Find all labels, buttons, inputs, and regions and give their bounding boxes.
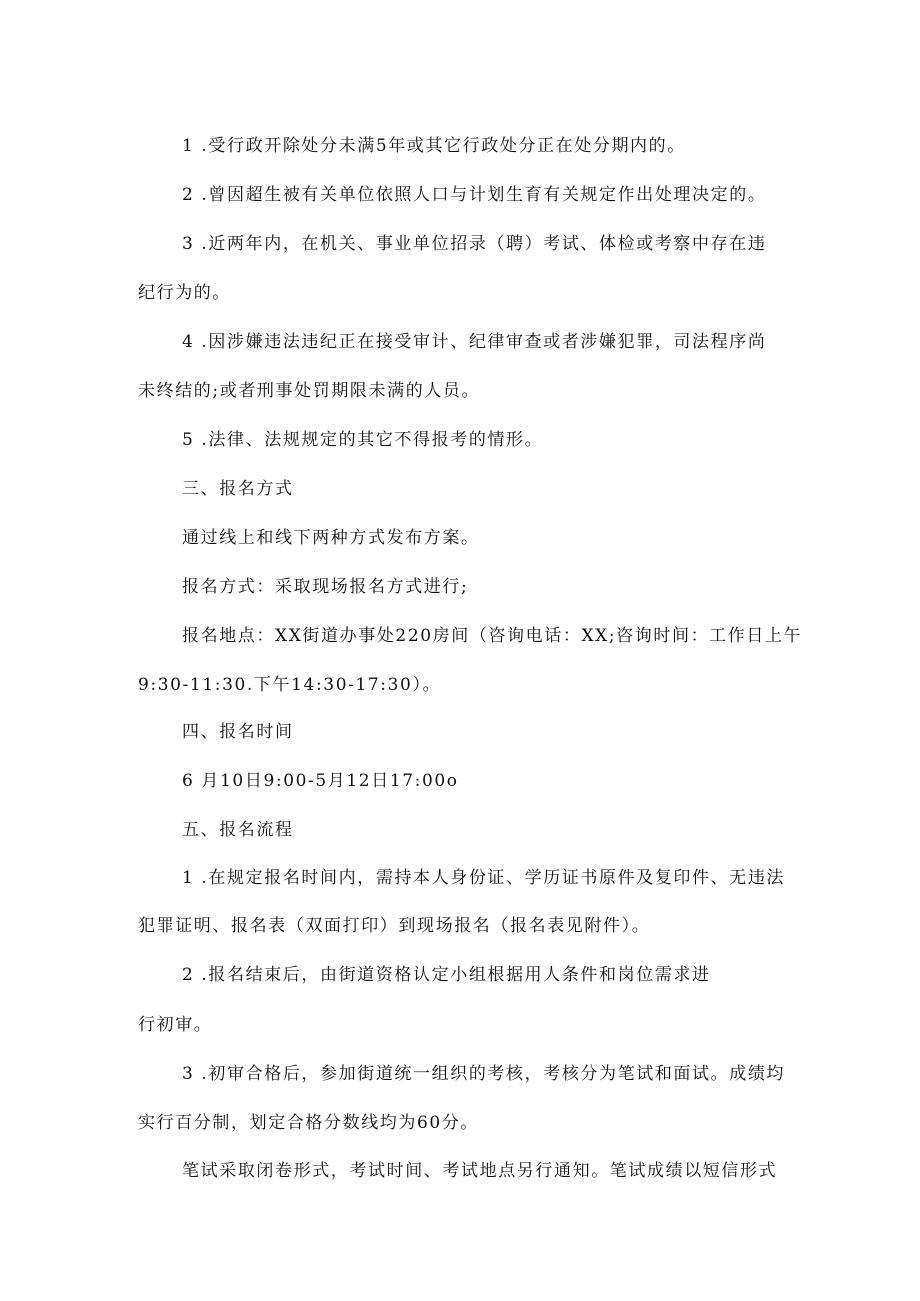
paragraph-line: 4 .因涉嫌违法违纪正在接受审计、纪律审查或者涉嫌犯罪，司法程序尚 bbox=[182, 332, 767, 352]
paragraph-line: 2 .报名结束后，由街道资格认定小组根据用人条件和岗位需求进 bbox=[182, 965, 711, 985]
paragraph-line: 笔试采取闭卷形式，考试时间、考试地点另行通知。笔试成绩以短信形式 bbox=[182, 1161, 778, 1181]
section-heading: 五、报名流程 bbox=[182, 820, 294, 840]
paragraph-line: 报名地点：XX街道办事处220房间（咨询电话：XX;咨询时间：工作日上午 bbox=[182, 626, 803, 646]
paragraph-line: 纪行为的。 bbox=[138, 283, 231, 303]
paragraph-line: 6 月10日9:00-5月12日17:00o bbox=[182, 771, 459, 791]
paragraph-line: 1 .在规定报名时间内，需持本人身份证、学历证书原件及复印件、无违法 bbox=[182, 868, 786, 888]
paragraph-line: 3 .初审合格后，参加街道统一组织的考核，考核分为笔试和面试。成绩均 bbox=[182, 1064, 786, 1084]
paragraph-line: 报名方式：采取现场报名方式进行; bbox=[182, 577, 469, 597]
paragraph-line: 3 .近两年内，在机关、事业单位招录（聘）考试、体检或考察中存在违 bbox=[182, 234, 767, 254]
paragraph-line: 1 .受行政开除处分未满5年或其它行政处分正在处分期内的。 bbox=[182, 136, 686, 156]
section-heading: 四、报名时间 bbox=[182, 722, 294, 742]
paragraph-line: 9:30-11:30.下午14:30-17:30）。 bbox=[138, 675, 442, 695]
paragraph-line: 通过线上和线下两种方式发布方案。 bbox=[182, 528, 480, 548]
section-heading: 三、报名方式 bbox=[182, 479, 294, 499]
paragraph-line: 未终结的;或者刑事处罚期限未满的人员。 bbox=[138, 381, 481, 401]
paragraph-line: 5 .法律、法规规定的其它不得报考的情形。 bbox=[182, 430, 544, 450]
paragraph-line: 实行百分制，划定合格分数线均为60分。 bbox=[138, 1113, 480, 1133]
paragraph-line: 犯罪证明、报名表（双面打印）到现场报名（报名表见附件）。 bbox=[138, 916, 651, 936]
paragraph-line: 行初审。 bbox=[138, 1015, 213, 1035]
paragraph-line: 2 .曾因超生被有关单位依照人口与计划生育有关规定作出处理决定的。 bbox=[182, 185, 767, 205]
